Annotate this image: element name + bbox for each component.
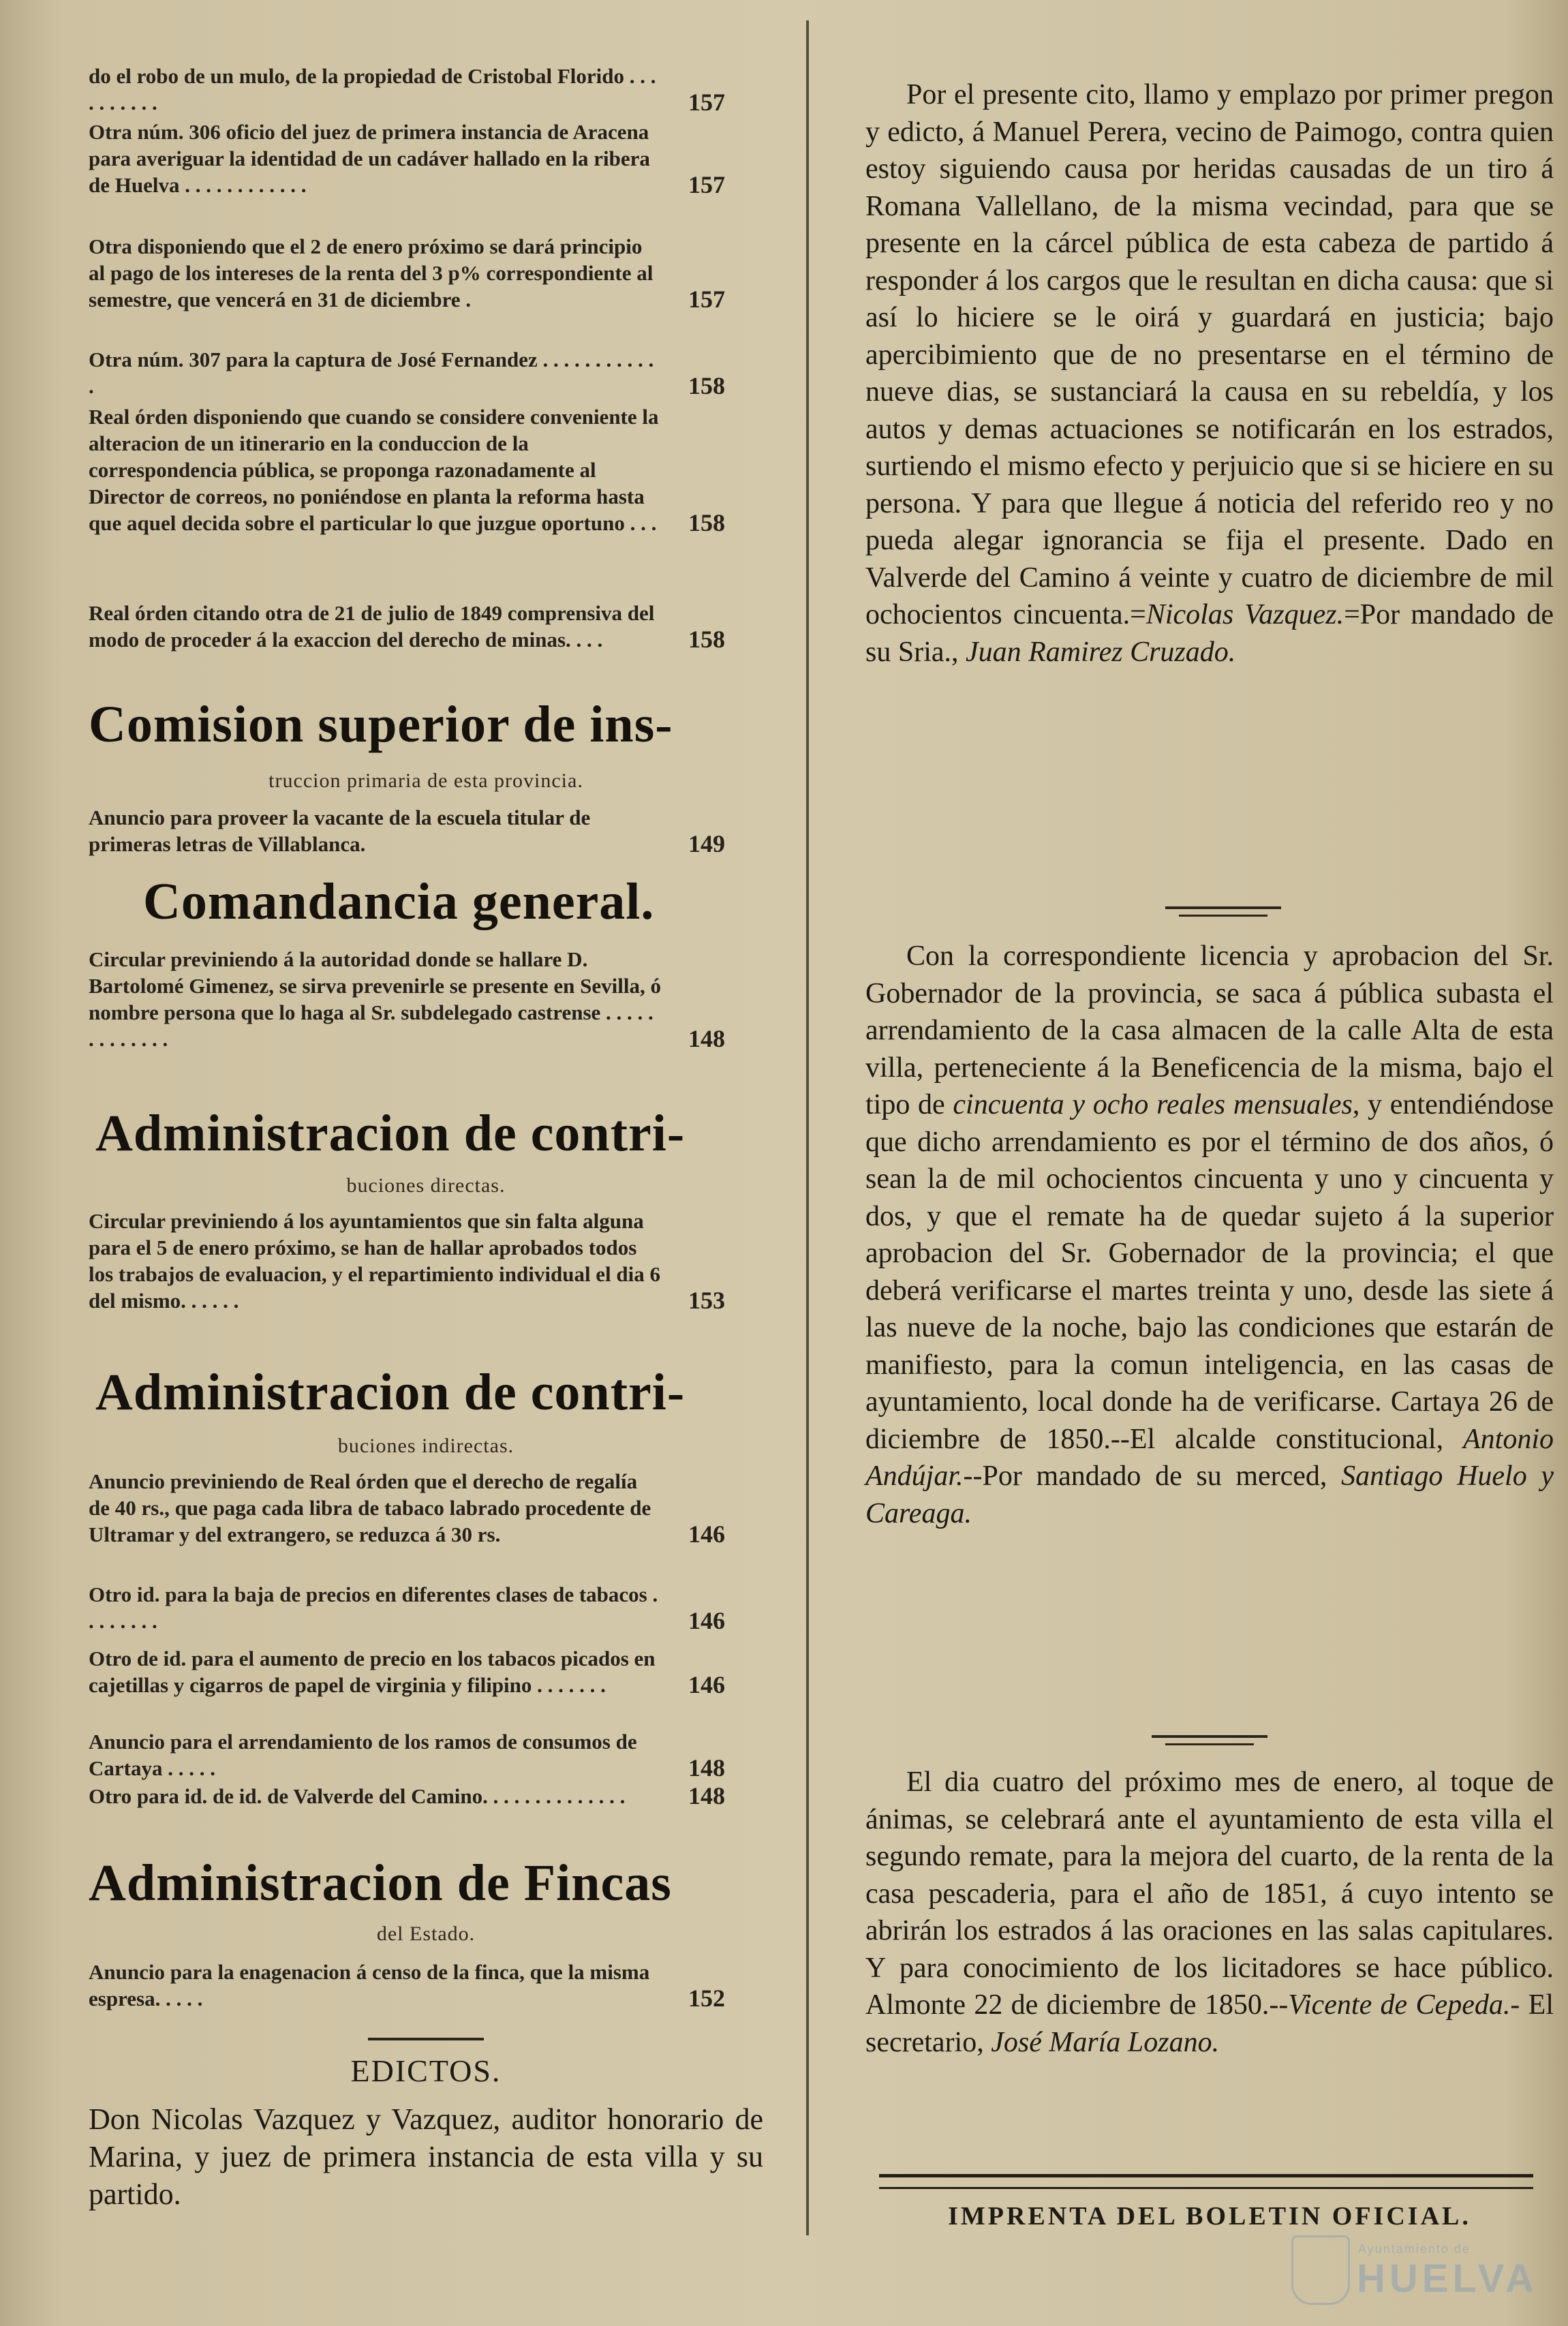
index-entry: Anuncio para proveer la vacante de la escuela titular de primeras letras de Villablanca. 149 — [89, 806, 725, 857]
section-subheading: buciones indirectas. — [337, 1435, 514, 1457]
index-entry: do el robo de un mulo, de la propiedad de Cristobal Florido . . . . . . . . . . 157 — [89, 64, 725, 116]
index-entry: Otra núm. 306 oficio del juez de primera instancia de Aracena para averiguar la identidad de un cadáver hallado en la ribera de Huelva . . . . . . . . . . . . 157 — [89, 120, 725, 198]
column-divider — [806, 20, 809, 2235]
section-heading: Comandancia general. — [143, 873, 655, 930]
signature-name: José María Lozano. — [991, 2026, 1220, 2058]
coat-of-arms-icon — [1291, 2235, 1350, 2305]
index-entry: Otra núm. 307 para la captura de José Fernandez . . . . . . . . . . . . 158 — [89, 348, 725, 399]
index-entry: Real órden disponiendo que cuando se considere conveniente la alteracion de un itinerario en la conduccion de la correspondencia pública, se proponga razonadamente al Director de correos, no poniéndose en planta la reforma hasta que aquel decida sobre el particular lo que juzgue oportuno . . . 158 — [89, 405, 725, 536]
section-heading: Comision superior de ins- — [89, 696, 673, 753]
edictos-title: EDICTOS. — [350, 2053, 502, 2088]
signature-name: Vicente de Cepeda. — [1288, 1989, 1511, 2021]
signature-name: Antonio Andújar. — [865, 1423, 1554, 1492]
section-heading: Administracion de contri- — [95, 1364, 686, 1421]
section-heading: Administracion de Fincas — [89, 1854, 672, 1912]
signature-name: Santiago Huelo y Careaga. — [865, 1460, 1554, 1529]
archive-watermark: Ayuntamiento de HUELVA — [1291, 2235, 1557, 2304]
printer-imprint: IMPRENTA DEL BOLETIN OFICIAL. — [948, 2202, 1471, 2231]
ornament-rule — [1152, 1735, 1267, 1738]
index-entry: Anuncio para el arrendamiento de los ramos de consumos de Cartaya . . . . . 148 — [89, 1730, 725, 1781]
edictos-intro: Don Nicolas Vazquez y Vazquez, auditor honorario de Marina, y juez de primera instancia de esta villa y su partido. — [89, 2102, 763, 2211]
index-entry: Real órden citando otra de 21 de julio de 1849 comprensiva del modo de proceder á la exaccion del derecho de minas. . . . 158 — [89, 601, 725, 653]
ornament-rule — [1179, 915, 1267, 917]
notice-auction-almonte: El dia cuatro del próximo mes de enero, al toque de ánimas, se celebrará ante el ayuntamiento de esta villa el segundo remate, para la mejora del cuarto, de la renta de la casa pescaderia, para el año de 1851, á cuyo intento se abrirán los estrados á las oraciones en las salas capitulares. Y para conocimiento de los licitadores se hace público. Almonte 22 de diciembre de 1850.--Vicente de Cepeda.- El secretario, José María Lozano. — [865, 1766, 1554, 2058]
ornament-rule — [368, 2038, 484, 2040]
index-entry: Circular previniendo á la autoridad donde se hallare D. Bartolomé Gimenez, se sirva prevenirle se presente en Sevilla, ó nombre persona que lo haga al Sr. subdelegado castrense . . . . . . . . . . . . . 148 — [89, 947, 725, 1052]
index-entry: Otro id. para la baja de precios en diferentes clases de tabacos . . . . . . . . 146 — [89, 1582, 725, 1634]
index-entry: Circular previniendo á los ayuntamientos que sin falta alguna para el 5 de enero próximo, se han de hallar aprobados todos los trabajos de evaluacion, y el repartimiento individual el dia 6 del mismo. . . . . . 153 — [89, 1209, 725, 1314]
index-entry: Anuncio para la enagenacion á censo de la finca, que la misma espresa. . . . . 152 — [89, 1960, 725, 2012]
section-heading: Administracion de contri- — [95, 1105, 686, 1162]
section-subheading: truccion primaria de esta provincia. — [268, 769, 583, 792]
index-entry: Otra disponiendo que el 2 de enero próximo se dará principio al pago de los intereses de la renta del 3 p% correspondiente al semestre, que vencerá en 31 de diciembre . 157 — [89, 234, 725, 313]
closing-double-rule — [879, 2174, 1533, 2189]
notice-auction-cartaya: Con la correspondiente licencia y aprobacion del Sr. Gobernador de la provincia, se saca á pública subasta el arrendamiento de la casa almacen de la calle Alta de esta villa, perteneciente á la Beneficencia de la misma, bajo el tipo de cincuenta y ocho reales mensuales, y entendiéndose que dicho arrendamiento es por el término de dos años, ó sean la de mil ochocientos cincuenta y uno y cincuenta y dos, y que el remate ha de quedar sujeto á la superior aprobacion del Sr. Gobernador de la provincia; el que deberá verificarse el martes treinta y uno, desde las siete á las nueve de la noche, bajo las condiciones que estarán de manifiesto, para la comun inteligencia, en las casas de ayuntamiento, local donde ha de verificarse. Cartaya 26 de diciembre de 1850.--El alcalde constitucional, Antonio Andújar.--Por mandado de su merced, Santiago Huelo y Careaga. — [865, 940, 1554, 1529]
signature-name: Juan Ramirez Cruzado. — [966, 636, 1236, 668]
section-subheading: del Estado. — [376, 1923, 476, 1945]
ornament-rule — [1165, 906, 1281, 909]
ornament-rule — [1165, 1743, 1254, 1745]
signature-name: Nicolas Vazquez. — [1146, 599, 1344, 630]
index-entry: Otro de id. para el aumento de precio en los tabacos picados en cajetillas y cigarros de papel de virginia y filipino . . . . . . . 146 — [89, 1647, 725, 1698]
notice-summons: Por el presente cito, llamo y emplazo por primer pregon y edicto, á Manuel Perera, vecino de Paimogo, contra quien estoy siguiendo causa por heridas causadas de un tiro á Romana Vallellano, de la misma vecindad, para que se presente en la cárcel pública de esta cabeza de partido á responder á los cargos que le resultan en dicha causa: que si así lo hiciere se le oirá y guardará en justicia; bajo apercibimiento que de no presentarse en el término de nueve dias, se sustanciará la causa en su rebeldía, y los autos y demas actuaciones se notificarán en los estrados, surtiendo el mismo efecto y perjuicio que si se hiciere en su persona. Y para que llegue á noticia del referido reo y no pueda alegar ignorancia se fija el presente. Dado en Valverde del Camino á veinte y cuatro de diciembre de mil ochocientos cincuenta.=Nicolas Vazquez.=Por mandado de su Sria., Juan Ramirez Cruzado. — [865, 79, 1554, 668]
section-subheading: buciones directas. — [346, 1174, 506, 1197]
index-entry: Anuncio previniendo de Real órden que el derecho de regalía de 40 rs., que paga cada libra de tabaco labrado procedente de Ultramar y del extrangero, se reduzca á 30 rs. 146 — [89, 1469, 725, 1548]
index-entry: Otro para id. de id. de Valverde del Camino. . . . . . . . . . . . . . 148 — [89, 1782, 725, 1809]
